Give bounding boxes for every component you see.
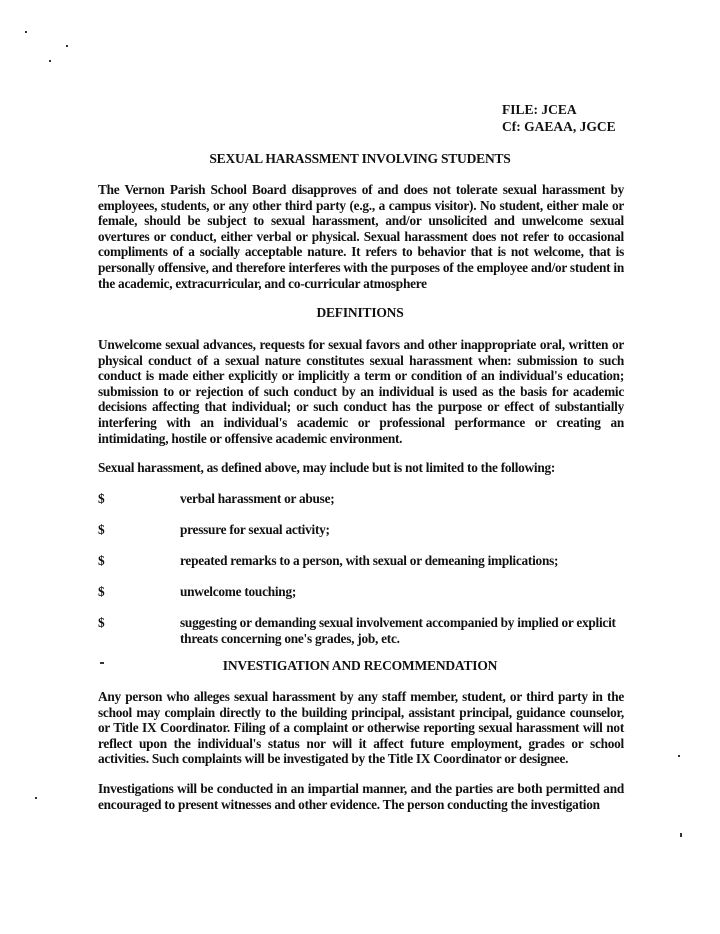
scan-speck — [35, 797, 37, 799]
file-code: FILE: JCEA — [502, 102, 577, 117]
intro-paragraph: The Vernon Parish School Board disapproves of and does not tolerate sexual harassment by employees, students, or any other third party (e.g., a campus visitor). No student, either male or female, should be subject to sexual harassment, and/or unsolicited and unwelcome sexual overtures or conduct, either verbal or physical. Sexual harassment does not refer to occasional compliments of a socially acceptable nature. It refers to behavior that is not welcome, that is personally offensive, and therefore interferes with the purposes of the employee and/or student in the academic, extracurricular, and co-curricular atmosphere — [98, 182, 624, 291]
list-intro: Sexual harassment, as defined above, may include but is not limited to the following: — [98, 460, 556, 475]
file-reference — [502, 101, 616, 135]
list-item-text: repeated remarks to a person, with sexual or demeaning implications; — [180, 553, 559, 568]
bullet-symbol: $ — [98, 553, 105, 568]
scan-speck — [678, 755, 680, 757]
page-title: SEXUAL HARASSMENT INVOLVING STUDENTS — [209, 151, 511, 166]
list-item-text: unwelcome touching; — [180, 584, 297, 599]
list-item-text: pressure for sexual activity; — [180, 522, 330, 537]
bullet-symbol: $ — [98, 584, 105, 599]
investigation-paragraph-2: Investigations will be conducted in an impartial manner, and the parties are both permitted and encouraged to present witnesses and other evidence. The person conducting the investigation — [98, 781, 624, 812]
cross-reference: Cf: GAEAA, JGCE — [502, 119, 616, 134]
bullet-symbol: $ — [98, 615, 105, 630]
scan-speck — [49, 60, 51, 62]
scan-speck — [25, 31, 27, 33]
investigation-heading: INVESTIGATION AND RECOMMENDATION — [222, 658, 498, 673]
scan-speck — [680, 833, 682, 837]
list-item-text: suggesting or demanding sexual involvement accompanied by implied or explicit threats concerning one's grades, job, etc. — [180, 615, 616, 646]
investigation-paragraph-1: Any person who alleges sexual harassment by any staff member, student, or third party in the school may complain directly to the building principal, assistant principal, guidance counselor, or Title IX Coordinator. Filing of a complaint or otherwise reporting sexual harassment will not reflect upon the individual's status nor will it affect future employment, grades or school activities. Such complaints will be investigated by the Title IX Coordinator or designee. — [98, 689, 624, 767]
scan-speck — [66, 45, 68, 47]
definitions-paragraph: Unwelcome sexual advances, requests for sexual favors and other inappropriate oral, written or physical conduct of a sexual nature constitutes sexual harassment when: submission to such conduct is made either explicitly or implicitly a term or condition of an individual's education; submission to or rejection of such conduct by an individual is used as the basis for academic decisions affecting that individual; or such conduct has the purpose or effect of substantially interfering with an individual's academic or professional performance or creating an intimidating, hostile or offensive academic environment. — [98, 337, 624, 446]
list-item-text: verbal harassment or abuse; — [180, 491, 335, 506]
bullet-symbol: $ — [98, 522, 105, 537]
bullet-symbol: $ — [98, 491, 105, 506]
definitions-heading: DEFINITIONS — [316, 305, 404, 320]
